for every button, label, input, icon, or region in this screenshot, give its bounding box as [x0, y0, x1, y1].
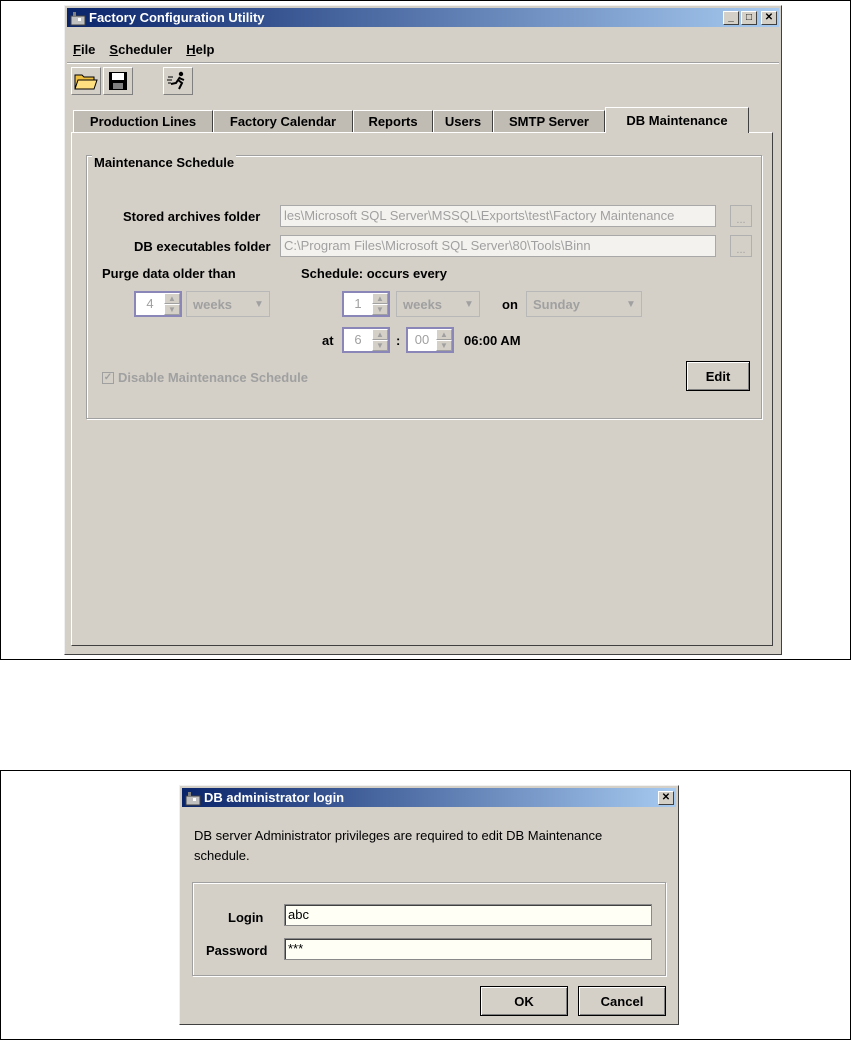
edit-button-label: Edit — [705, 368, 731, 384]
purge-unit-value: weeks — [193, 296, 233, 312]
spinner-down-icon[interactable]: ▼ — [372, 340, 388, 351]
stored-archives-field[interactable]: les\Microsoft SQL Server\MSSQL\Exports\test\Factory Maintenance — [280, 205, 716, 227]
schedule-spinner[interactable] — [342, 291, 390, 317]
at-label: at — [322, 333, 334, 348]
tab-smtp-server-label: SMTP Server — [509, 114, 589, 129]
db-executables-field[interactable]: C:\Program Files\Microsoft SQL Server\80\Tools\Binn — [280, 235, 716, 257]
time-display: 06:00 AM — [464, 333, 521, 348]
day-value: Sunday — [533, 296, 580, 312]
ok-button[interactable] — [480, 986, 568, 1016]
login-label: Login — [228, 910, 264, 925]
login-input[interactable]: abc — [284, 904, 652, 926]
close-icon: ✕ — [661, 791, 671, 803]
minimize-icon: _ — [728, 11, 734, 23]
password-input[interactable]: *** — [284, 938, 652, 960]
menu-help-label: elp — [195, 42, 215, 57]
window-title: Factory Configuration Utility — [89, 10, 265, 25]
day-combo[interactable] — [526, 291, 642, 317]
menu-file-label: ile — [80, 42, 96, 57]
menu-help[interactable]: Help — [186, 42, 215, 57]
stored-archives-browse-button[interactable]: ... — [730, 205, 752, 227]
tab-factory-calendar[interactable] — [213, 110, 353, 132]
stored-archives-label: Stored archives folder — [123, 209, 261, 224]
open-folder-icon — [74, 71, 98, 91]
spinner-down-icon[interactable]: ▼ — [372, 304, 388, 315]
spinner-up-icon[interactable]: ▲ — [372, 329, 388, 340]
spinner-down-icon[interactable]: ▼ — [164, 304, 180, 315]
cancel-button-label: Cancel — [600, 993, 644, 1009]
tab-panel-db-maintenance — [71, 132, 773, 646]
tab-users[interactable] — [433, 110, 493, 132]
maximize-button[interactable] — [741, 11, 757, 25]
password-label: Password — [206, 943, 268, 958]
save-button[interactable] — [103, 67, 133, 95]
open-button[interactable] — [71, 67, 101, 95]
edit-button[interactable] — [686, 361, 750, 391]
title-bar[interactable] — [67, 8, 779, 27]
menu-file[interactable]: File — [73, 42, 96, 57]
screenshot-frame-dialog — [0, 770, 851, 1040]
menu-scheduler[interactable]: Scheduler — [109, 42, 173, 57]
spinner-up-icon[interactable]: ▲ — [164, 293, 180, 304]
time-colon: : — [396, 333, 401, 348]
checkmark-icon: ✓ — [103, 371, 113, 383]
menu-scheduler-label: cheduler — [118, 42, 173, 57]
schedule-unit-combo[interactable] — [396, 291, 480, 317]
close-icon: ✕ — [764, 11, 774, 23]
dialog-message: DB server Administrator privileges are required to edit DB Maintenance schedule. — [194, 828, 603, 863]
purge-spinner[interactable] — [134, 291, 182, 317]
chevron-down-icon: ▼ — [254, 298, 264, 310]
save-icon — [108, 71, 128, 91]
disable-schedule-checkbox[interactable] — [102, 370, 308, 385]
tab-smtp-server[interactable] — [493, 110, 605, 132]
schedule-spinner-value: 1 — [354, 296, 362, 311]
hour-value: 6 — [354, 332, 362, 347]
tab-db-maintenance[interactable] — [605, 107, 749, 133]
spinner-up-icon[interactable]: ▲ — [436, 329, 452, 340]
close-button[interactable] — [761, 11, 777, 25]
run-button[interactable] — [163, 67, 193, 95]
credentials-group — [192, 882, 666, 976]
db-executables-browse-button[interactable]: ... — [730, 235, 752, 257]
db-executables-label: DB executables folder — [134, 239, 271, 254]
tab-production-lines-label: Production Lines — [89, 114, 197, 129]
minute-spinner[interactable] — [406, 327, 454, 353]
factory-config-window — [64, 5, 782, 655]
disable-schedule-label: Disable Maintenance Schedule — [118, 370, 309, 385]
dialog-title-bar[interactable] — [182, 788, 676, 807]
tab-reports-label: Reports — [368, 114, 418, 129]
purge-spinner-value: 4 — [146, 296, 154, 311]
purge-label: Purge data older than — [102, 266, 236, 281]
tab-users-label: Users — [444, 114, 482, 129]
dialog-title: DB administrator login — [204, 790, 345, 805]
hour-spinner[interactable] — [342, 327, 390, 353]
tab-reports[interactable] — [353, 110, 433, 132]
on-label: on — [502, 297, 518, 312]
app-icon — [185, 790, 201, 806]
menu-bar — [73, 42, 214, 57]
app-icon — [70, 10, 86, 26]
run-icon — [167, 71, 189, 91]
minimize-button[interactable] — [723, 11, 739, 25]
dialog-close-button[interactable] — [658, 791, 674, 805]
spinner-down-icon[interactable]: ▼ — [436, 340, 452, 351]
chevron-down-icon: ▼ — [626, 298, 636, 310]
tab-factory-calendar-label: Factory Calendar — [229, 114, 337, 129]
cancel-button[interactable] — [578, 986, 666, 1016]
ok-button-label: OK — [514, 993, 534, 1009]
db-login-dialog — [179, 785, 679, 1025]
minute-value: 00 — [414, 332, 430, 347]
spinner-up-icon[interactable]: ▲ — [372, 293, 388, 304]
tab-production-lines[interactable] — [73, 110, 213, 132]
schedule-label: Schedule: occurs every — [301, 266, 447, 281]
maximize-icon: □ — [745, 11, 753, 23]
purge-unit-combo[interactable] — [186, 291, 270, 317]
menu-separator — [67, 62, 779, 64]
schedule-unit-value: weeks — [403, 296, 443, 312]
tab-db-maintenance-label: DB Maintenance — [626, 113, 728, 128]
chevron-down-icon: ▼ — [464, 298, 474, 310]
group-title: Maintenance Schedule — [94, 155, 235, 170]
